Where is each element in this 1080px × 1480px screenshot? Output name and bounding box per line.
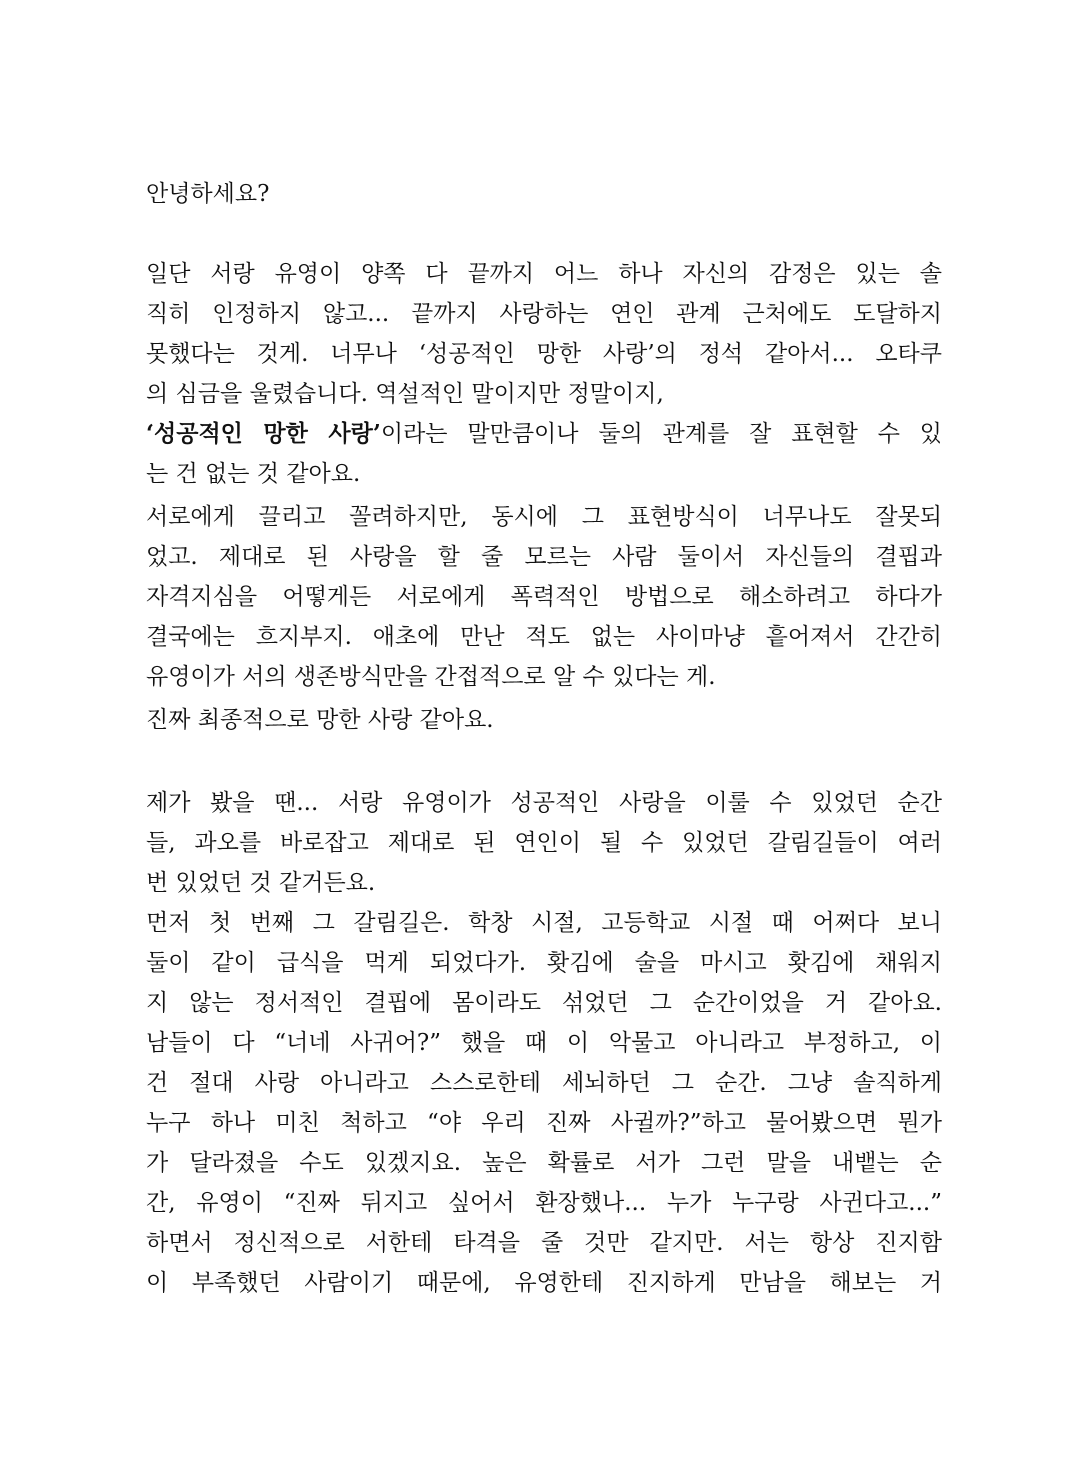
paragraph-line: 남들이 다 “너네 사귀어?” 했을 때 이 악물고 아니라고 부정하고, 이 [146,1030,942,1056]
paragraph-line: 제가 봤을 땐... 서랑 유영이가 성공적인 사랑을 이룰 수 있었던 순간 [146,790,942,816]
paragraph-line: 둘이 같이 급식을 먹게 되었다가. 홧김에 술을 마시고 홧김에 채워지 [146,950,942,976]
paragraph-line: 먼저 첫 번째 그 갈림길은. 학창 시절, 고등학교 시절 때 어쩌다 보니 [146,910,942,936]
paragraph-line: 었고. 제대로 된 사랑을 할 줄 모르는 사람 둘이서 자신들의 결핍과 [146,544,942,570]
emphasis-phrase: ‘성공적인 망한 사랑’ [146,420,381,447]
paragraph-line: 일단 서랑 유영이 양쪽 다 끝까지 어느 하나 자신의 감정은 있는 솔 [146,261,942,287]
paragraph-line: 이 부족했던 사람이기 때문에, 유영한테 진지하게 만남을 해보는 거 [146,1270,942,1296]
paragraph-line: 직히 인정하지 않고... 끝까지 사랑하는 연인 관계 근처에도 도달하지 [146,301,942,327]
paragraph-line: 번 있었던 것 같거든요. [146,870,376,896]
paragraph-line: 지 않는 정서적인 결핍에 몸이라도 섞었던 그 순간이었을 거 같아요. [146,990,942,1016]
greeting-line: 안녕하세요? [146,181,270,207]
paragraph-line: 누구 하나 미친 척하고 “야 우리 진짜 사귈까?”하고 물어봤으면 뭔가 [146,1110,942,1136]
paragraph-line: 서로에게 끌리고 꼴려하지만, 동시에 그 표현방식이 너무나도 잘못되 [146,504,942,530]
paragraph-line: 는 건 없는 것 같아요. [146,461,361,487]
paragraph-line: 건 절대 사랑 아니라고 스스로한테 세뇌하던 그 순간. 그냥 솔직하게 [146,1070,942,1096]
paragraph-line: 의 심금을 울렸습니다. 역설적인 말이지만 정말이지, [146,381,664,407]
paragraph-line [146,416,942,452]
paragraph-line: 못했다는 것게. 너무나 ‘성공적인 망한 사랑’의 정석 같아서... 오타쿠 [146,341,942,367]
paragraph-line: 자격지심을 어떻게든 서로에게 폭력적인 방법으로 해소하려고 하다가 [146,584,942,610]
paragraph-line: 들, 과오를 바로잡고 제대로 된 연인이 될 수 있었던 갈림길들이 여러 [146,830,942,856]
paragraph-line: 가 달라졌을 수도 있겠지요. 높은 확률로 서가 그런 말을 내뱉는 순 [146,1150,942,1176]
paragraph-line: 결국에는 흐지부지. 애초에 만난 적도 없는 사이마냥 흩어져서 간간히 [146,624,942,650]
paragraph-line: 간, 유영이 “진짜 뒤지고 싶어서 환장했나... 누가 누구랑 사귄다고...” [146,1190,942,1216]
paragraph-line: 하면서 정신적으로 서한테 타격을 줄 것만 같지만. 서는 항상 진지함 [146,1230,942,1256]
paragraph-line-rest: 이라는 말만큼이나 둘의 관계를 잘 표현할 수 있 [380,421,942,447]
paragraph-line: 유영이가 서의 생존방식만을 간접적으로 알 수 있다는 게. [146,664,716,690]
paragraph-line: 진짜 최종적으로 망한 사랑 같아요. [146,707,494,733]
